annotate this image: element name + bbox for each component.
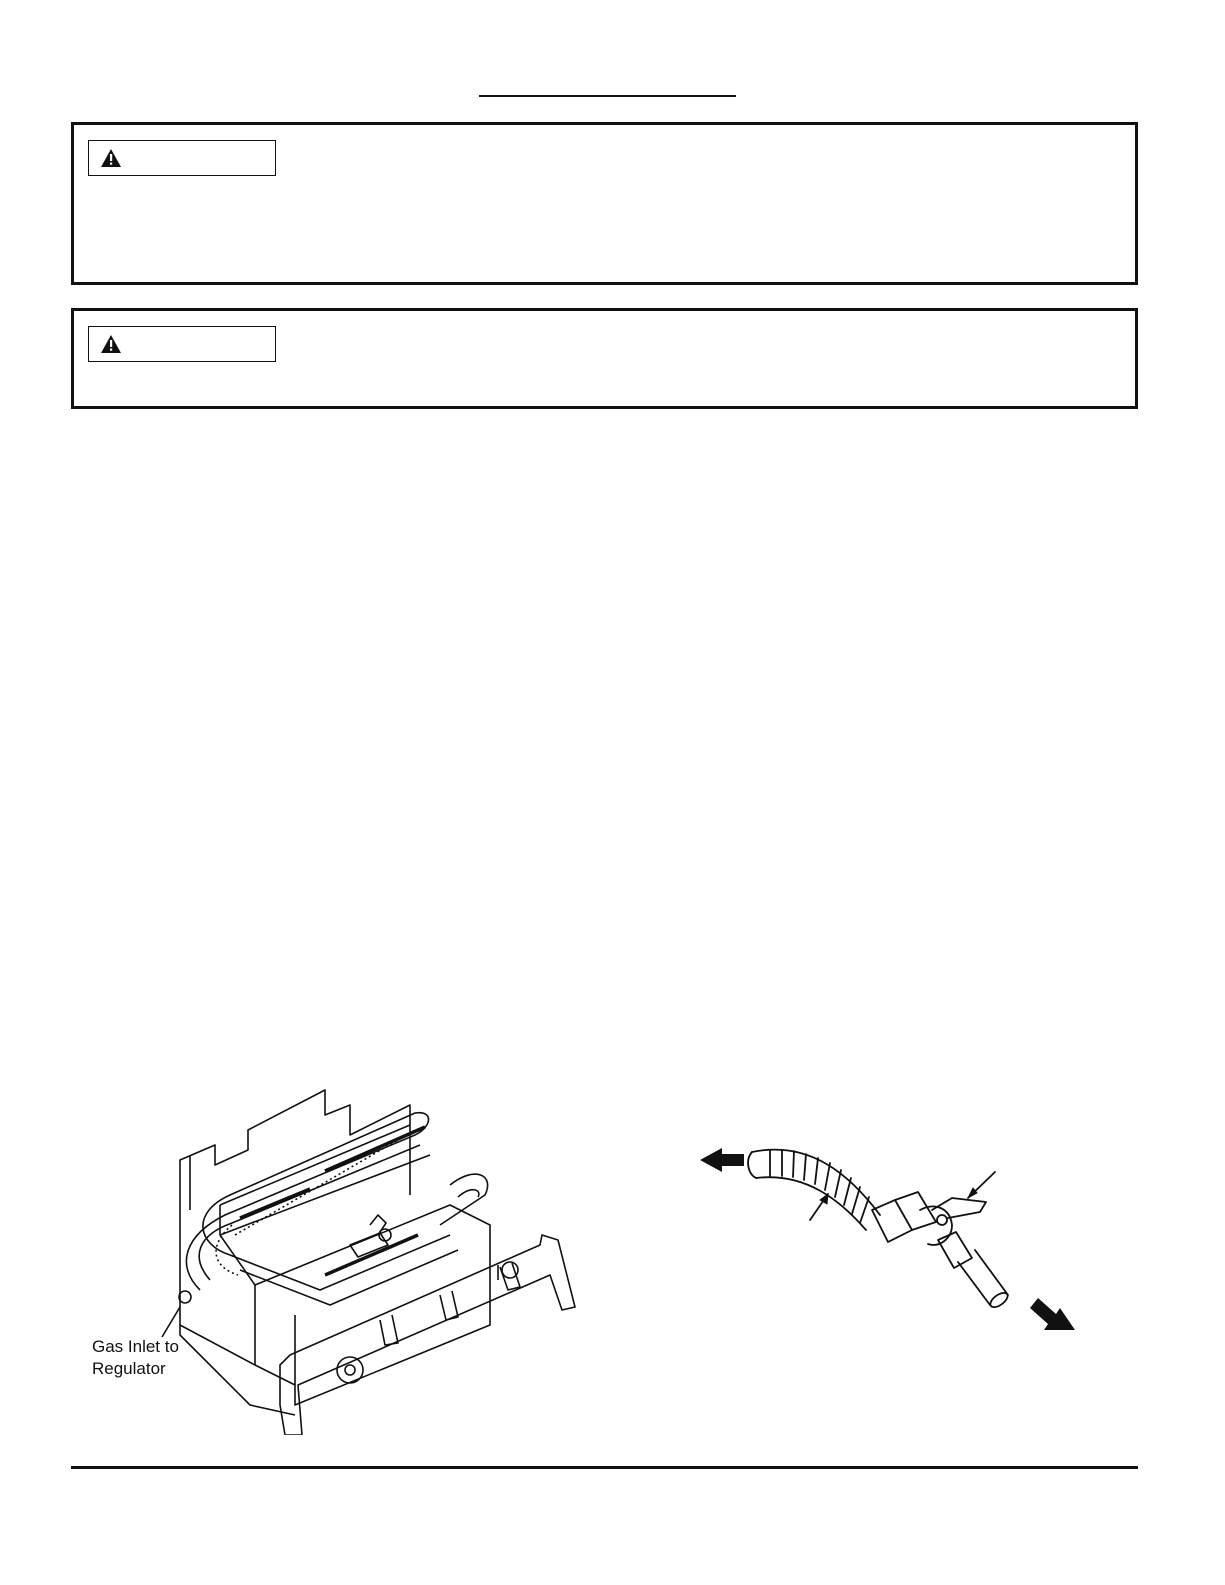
warning-tag	[88, 326, 276, 362]
burner-assembly-figure	[80, 1085, 580, 1435]
warning-box-1	[71, 122, 1138, 285]
gas-hose-figure	[690, 1130, 1090, 1350]
arrow-icon	[700, 1148, 744, 1172]
warning-box-2	[71, 308, 1138, 409]
section-heading-underline	[479, 95, 736, 97]
warning-triangle-icon	[100, 148, 122, 168]
arrow-icon	[1030, 1298, 1075, 1330]
warning-triangle-icon	[100, 334, 122, 354]
footer-divider	[71, 1466, 1138, 1469]
warning-tag	[88, 140, 276, 176]
gas-inlet-label: Gas Inlet to Regulator	[92, 1337, 179, 1378]
